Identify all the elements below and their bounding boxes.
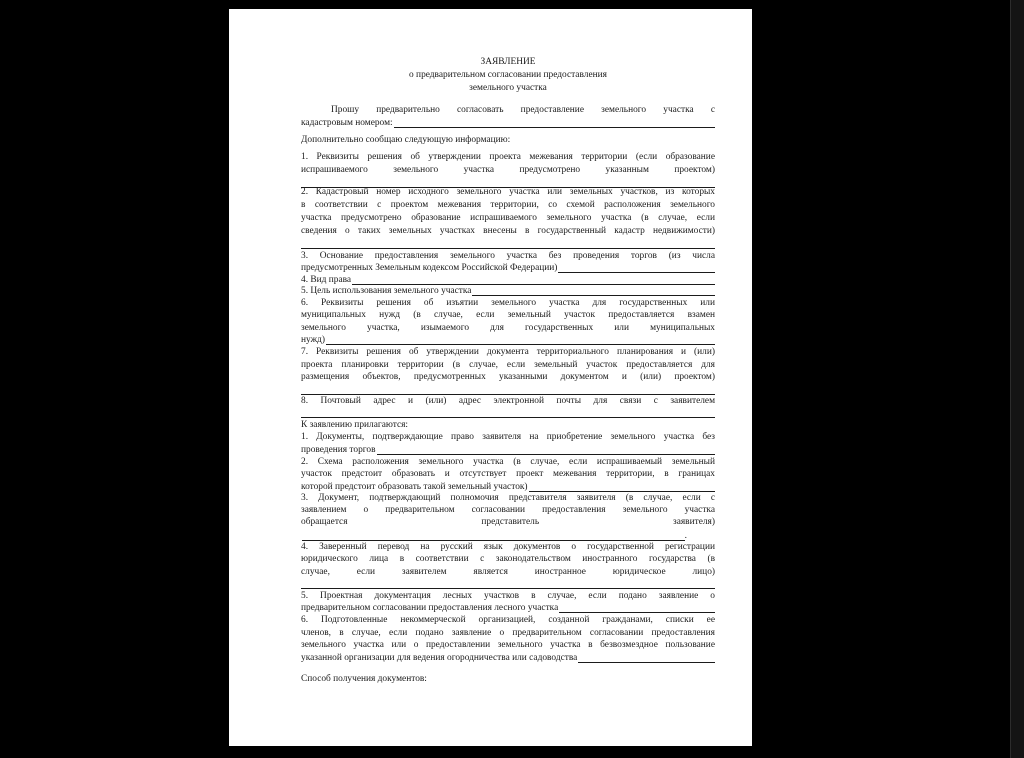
- info-item-6-line: 6. Реквизиты решения об изъятии земельного участка для государственных или: [301, 298, 715, 308]
- fill-in-blank: [377, 444, 716, 455]
- fill-in-blank: [352, 274, 715, 285]
- attachment-item-6-line: членов, в случае, если подано заявление о предварительном согласовании предоставления: [301, 628, 715, 638]
- info-item-2-line: в соответствии с проектом межевания территории, со схемой расположения земельного: [301, 200, 715, 210]
- fill-in-blank: [472, 285, 715, 296]
- info-item-5-row: [301, 285, 715, 297]
- attachment-item-5-row: [301, 602, 715, 614]
- attachment-item-6-line: земельного участка или о предоставлении земельного участка в безвозмездное пользование: [301, 640, 715, 650]
- attachment-item-3-line: заявлением о предварительном согласовании предоставления земельного участка: [301, 505, 715, 515]
- info-item-5-line: 5. Цель использования земельного участка: [301, 286, 472, 296]
- fill-in-blank: [559, 602, 715, 613]
- info-item-3-row: [301, 262, 715, 274]
- attachment-item-2-line: участок предстоит образовать и отсутствует проект межевания территории, в границах: [301, 469, 715, 479]
- attachment-item-3-line: 3. Документ, подтверждающий полномочия представителя заявителя (в случае, если с: [301, 493, 715, 503]
- attachment-item-1-line: проведения торгов: [301, 445, 376, 455]
- info-item-4-line: 4. Вид права: [301, 275, 352, 285]
- fill-in-blank: [578, 652, 715, 663]
- attachment-item-5-line: 5. Проектная документация лесных участков в случае, если подано заявление о: [301, 591, 715, 601]
- blank-suffix: .: [684, 531, 687, 541]
- fill-in-blank: [301, 407, 715, 418]
- fill-in-blank: [394, 117, 715, 128]
- info-item-1-line: 1. Реквизиты решения об утверждении проекта межевания территории (если образование: [301, 152, 715, 162]
- blank-line: [301, 407, 715, 419]
- attachment-item-6-row: [301, 652, 715, 664]
- fill-in-blank: [301, 238, 715, 249]
- info-item-3-line: 3. Основание предоставления земельного участка без проведения торгов (из числа: [301, 251, 715, 261]
- info-item-8-line: 8. Почтовый адрес и (или) адрес электронной почты для связи с заявителем: [301, 396, 715, 406]
- info-item-6-line: муниципальных нужд (в случае, если земельный участок предоставляется взамен: [301, 310, 715, 320]
- fill-in-blank: [301, 578, 715, 589]
- info-item-1-line: испрашиваемого земельного участка предусмотрено указанным проектом): [301, 165, 715, 175]
- viewer-edge: [1010, 0, 1024, 758]
- info-item-2-line: 2. Кадастровый номер исходного земельного участка или земельных участков, из которых: [301, 187, 715, 197]
- fill-in-blank: [302, 530, 685, 541]
- info-heading: Дополнительно сообщаю следующую информацию:: [301, 135, 511, 145]
- info-item-7-line: проекта планировки территории (в случае, если земельный участок предоставляется для: [301, 360, 715, 370]
- document-subtitle-line: о предварительном согласовании предоставления: [409, 70, 607, 80]
- blank-line: [301, 578, 715, 590]
- info-item-6-line: нужд): [301, 335, 325, 345]
- info-item-2-line: сведения о таких земельных участках внесены в государственный кадастр недвижимости): [301, 226, 715, 236]
- document-page: [229, 9, 752, 746]
- document-subtitle-line: земельного участка: [469, 83, 547, 93]
- attachment-item-1-line: 1. Документы, подтверждающие право заявителя на приобретение земельного участка без: [301, 432, 715, 442]
- attachment-item-2-line: которой предстоит образовать такой земельный участок): [301, 482, 528, 492]
- fill-in-blank: [326, 334, 715, 345]
- attachment-item-6-line: 6. Подготовленные некоммерческой организацией, созданной гражданами, списки ее: [301, 615, 715, 625]
- fill-in-blank: [558, 262, 715, 273]
- attachments-heading: К заявлению прилагаются:: [301, 420, 409, 430]
- attachment-item-1-row: [301, 444, 715, 456]
- info-item-6-row: [301, 334, 715, 346]
- info-item-7-line: 7. Реквизиты решения об утверждении документа территориального планирования и (или): [301, 347, 715, 357]
- attachment-item-4-line: юридического лица в соответствии с законодательством иностранного государства (в: [301, 554, 715, 564]
- cadastral-number-label: кадастровым номером:: [301, 118, 393, 128]
- info-item-3-line: предусмотренных Земельным кодексом Российской Федерации): [301, 263, 558, 273]
- attachment-item-4-line: 4. Заверенный перевод на русский язык документов о государственной регистрации: [301, 542, 715, 552]
- attachment-item-6-line: указанной организации для ведения огородничества или садоводства: [301, 653, 578, 663]
- blank-line: [301, 238, 715, 250]
- document-title: ЗАЯВЛЕНИЕ: [480, 57, 536, 67]
- delivery-method-label: Способ получения документов:: [301, 674, 427, 684]
- info-item-6-line: земельного участка, изымаемого для государственных или муниципальных: [301, 323, 715, 333]
- attachment-item-4-line: случае, если заявителем является иностранное юридическое лицо): [301, 567, 715, 577]
- attachment-item-5-line: предварительном согласовании предоставления лесного участка: [301, 603, 559, 613]
- request-line: Прошу предварительно согласовать предоставление земельного участка с: [331, 105, 715, 115]
- fill-in-blank: [529, 481, 715, 492]
- info-item-2-line: участка предусмотрено образование испрашиваемого земельного участка (в случае, если: [301, 213, 715, 223]
- info-item-7-line: размещения объектов, предусмотренных указанными документом и (или) проектом): [301, 372, 715, 382]
- fill-in-blank: [301, 384, 715, 395]
- cadastral-number-row: [301, 117, 715, 129]
- attachment-item-2-line: 2. Схема расположения земельного участка (в случае, если испрашиваемый земельный: [301, 457, 715, 467]
- attachment-item-3-line: обращается представитель заявителя): [301, 517, 715, 527]
